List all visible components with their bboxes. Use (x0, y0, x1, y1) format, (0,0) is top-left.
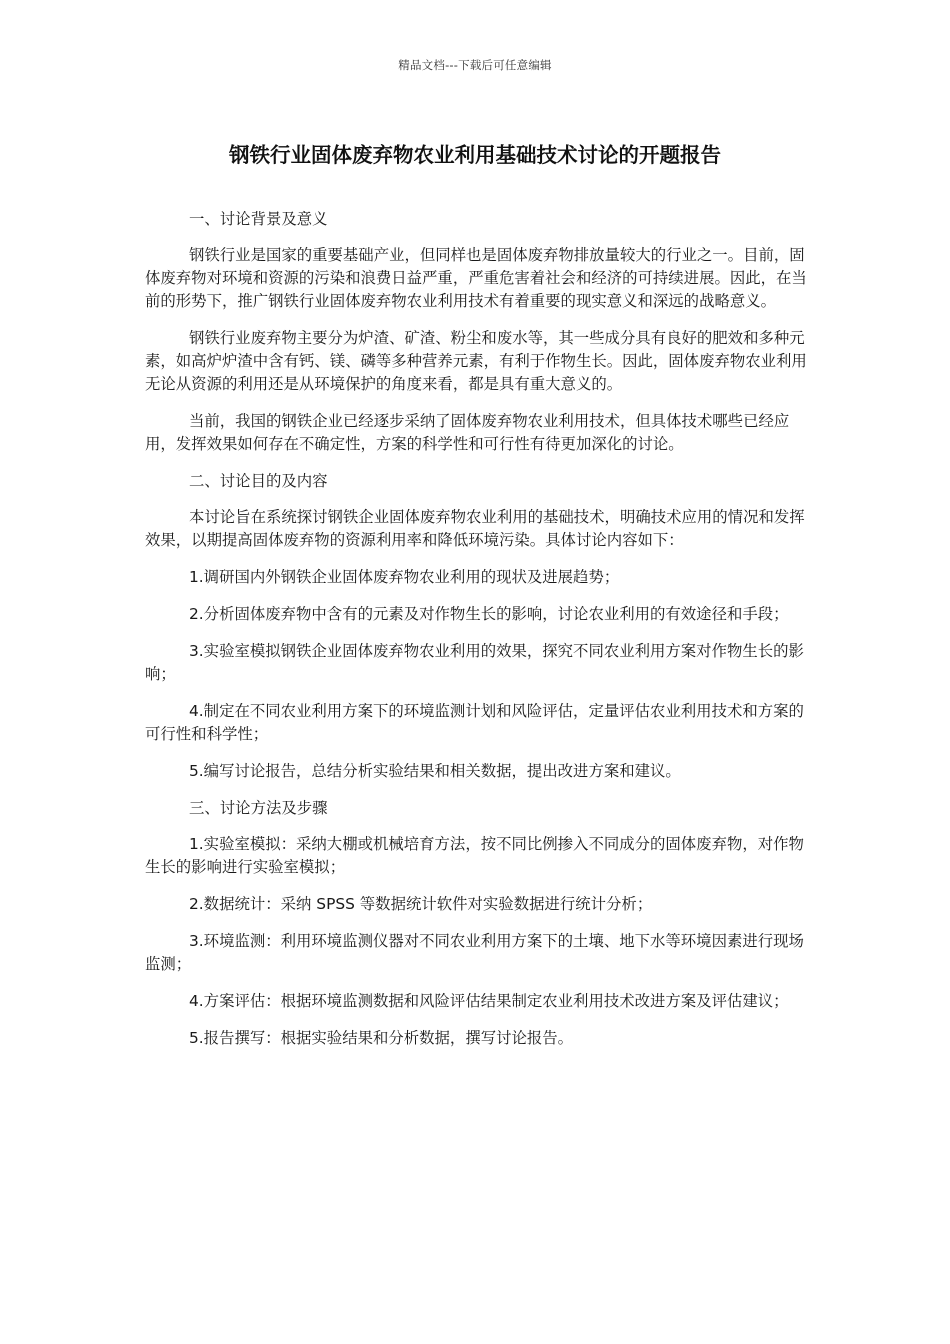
page-header-note: 精品文档---下载后可任意编辑 (398, 58, 552, 72)
list-item: 5.报告撰写：根据实验结果和分析数据，撰写讨论报告。 (189, 1029, 574, 1047)
section-heading-methods: 三、讨论方法及步骤 (189, 799, 328, 817)
body-paragraph: 钢铁行业是国家的重要基础产业，但同样也是固体废弃物排放量较大的行业之一。目前，固体废弃物对环境和资源的污染和浪费日益严重，严重危害着社会和经济的可持续进展。因此，在当前的形势下，推广钢铁行业固体废弃物农业利用技术有着重要的现实意义和深远的战略意义。 (145, 246, 807, 310)
list-item: 4.制定在不同农业利用方案下的环境监测计划和风险评估，定量评估农业利用技术和方案的可行性和科学性； (145, 702, 804, 743)
list-item: 1.调研国内外钢铁企业固体废弃物农业利用的现状及进展趋势； (189, 568, 620, 586)
document-title: 钢铁行业固体废弃物农业利用基础技术讨论的开题报告 (229, 143, 721, 167)
list-item: 4.方案评估：根据环境监测数据和风险评估结果制定农业利用技术改进方案及评估建议； (189, 992, 789, 1010)
document-body (145, 208, 810, 1064)
list-item: 3.环境监测：利用环境监测仪器对不同农业利用方案下的土壤、地下水等环境因素进行现场监测； (145, 932, 804, 973)
section-heading-objectives: 二、讨论目的及内容 (189, 472, 328, 490)
list-item: 2.数据统计：采纳 SPSS 等数据统计软件对实验数据进行统计分析； (189, 895, 653, 913)
list-item: 2.分析固体废弃物中含有的元素及对作物生长的影响，讨论农业利用的有效途径和手段； (189, 605, 789, 623)
body-paragraph: 本讨论旨在系统探讨钢铁企业固体废弃物农业利用的基础技术，明确技术应用的情况和发挥效果，以期提高固体废弃物的资源利用率和降低环境污染。具体讨论内容如下： (145, 508, 805, 549)
list-item: 5.编写讨论报告，总结分析实验结果和相关数据，提出改进方案和建议。 (189, 762, 681, 780)
body-paragraph: 当前，我国的钢铁企业已经逐步采纳了固体废弃物农业利用技术，但具体技术哪些已经应用，发挥效果如何存在不确定性，方案的科学性和可行性有待更加深化的讨论。 (145, 412, 790, 453)
list-item: 1.实验室模拟：采纳大棚或机械培育方法，按不同比例掺入不同成分的固体废弃物，对作物生长的影响进行实验室模拟； (145, 835, 804, 876)
body-paragraph: 钢铁行业废弃物主要分为炉渣、矿渣、粉尘和废水等，其一些成分具有良好的肥效和多种元素，如高炉炉渣中含有钙、镁、磷等多种营养元素，有利于作物生长。因此，固体废弃物农业利用无论从资源的利用还是从环境保护的角度来看，都是具有重大意义的。 (145, 329, 807, 393)
section-heading-background: 一、讨论背景及意义 (189, 210, 328, 228)
list-item: 3.实验室模拟钢铁企业固体废弃物农业利用的效果，探究不同农业利用方案对作物生长的影响； (145, 642, 804, 683)
